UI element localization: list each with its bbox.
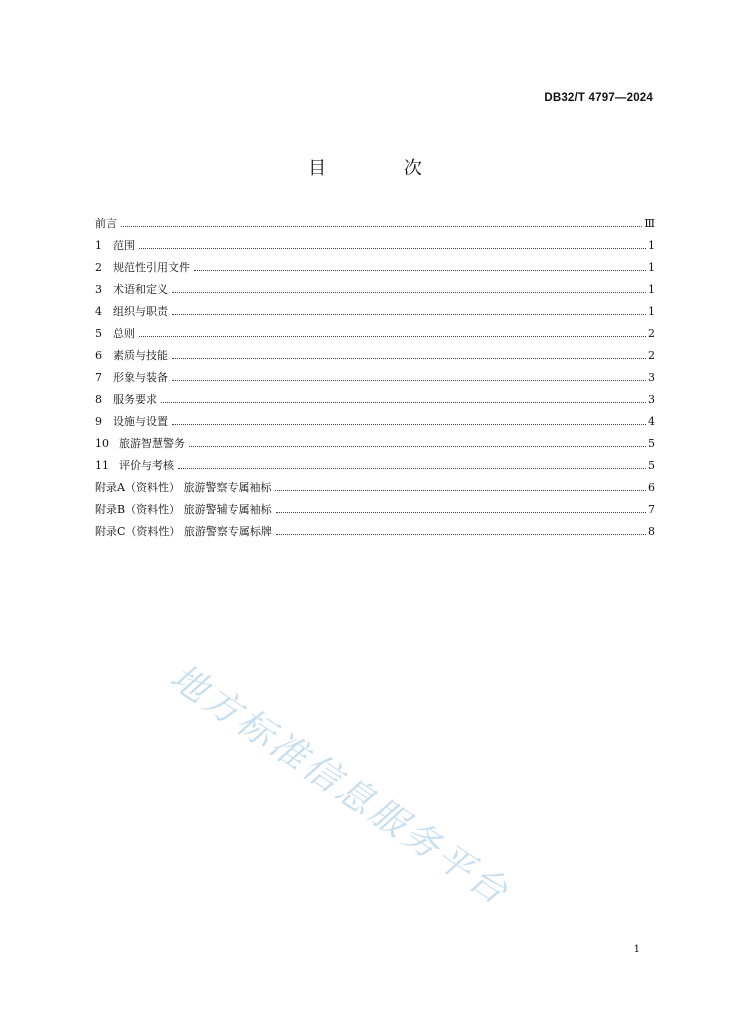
watermark-text: 地方标准信息服务平台	[162, 656, 518, 915]
toc-entry-number: 10	[95, 437, 109, 450]
toc-entry-7[interactable]	[95, 367, 655, 389]
toc-leader-dots	[189, 445, 646, 447]
page-number: 1	[633, 944, 640, 955]
toc-entry-page: 6	[648, 481, 655, 494]
toc-entry-5[interactable]	[95, 323, 655, 345]
toc-entry-page: 1	[648, 239, 655, 252]
toc-entry-page: 3	[648, 371, 655, 384]
toc-entry-title: 附录C（资料性） 旅游警察专属标牌	[95, 525, 272, 538]
toc-entry-page: 5	[648, 437, 655, 450]
toc-entry-title: 规范性引用文件	[113, 261, 190, 274]
toc-leader-dots	[172, 379, 646, 381]
toc-entry-appendix-a[interactable]	[95, 477, 655, 499]
toc-entry-6[interactable]	[95, 345, 655, 367]
toc-entry-title: 服务要求	[113, 393, 157, 406]
toc-entry-11[interactable]	[95, 455, 655, 477]
toc-entry-page: 3	[648, 393, 655, 406]
toc-entry-2[interactable]	[95, 257, 655, 279]
toc-entry-title: 旅游智慧警务	[119, 437, 185, 450]
toc-leader-dots	[276, 533, 646, 535]
toc-entry-appendix-c[interactable]	[95, 521, 655, 543]
toc-entry-title: 总则	[113, 327, 135, 340]
standard-code: DB32/T 4797—2024	[544, 92, 653, 104]
toc-entry-title: 术语和定义	[113, 283, 168, 296]
toc-entry-number: 5	[95, 327, 102, 340]
toc-entry-title: 设施与设置	[113, 415, 168, 428]
toc-entry-9[interactable]	[95, 411, 655, 433]
toc-entry-page: 8	[648, 525, 655, 538]
toc-leader-dots	[172, 313, 646, 315]
toc-leader-dots	[121, 225, 642, 227]
toc-entry-number: 7	[95, 371, 102, 384]
toc-entry-appendix-b[interactable]	[95, 499, 655, 521]
toc-entry-title: 附录A（资料性） 旅游警察专属袖标	[95, 481, 272, 494]
toc-entry-number: 11	[95, 459, 109, 472]
toc-entry-10[interactable]	[95, 433, 655, 455]
toc-title: 目 次	[308, 158, 458, 179]
toc-leader-dots	[178, 467, 646, 469]
toc-entry-3[interactable]	[95, 279, 655, 301]
toc-entry-title: 组织与职责	[113, 305, 168, 318]
toc-entry-page: 4	[648, 415, 655, 428]
toc-entry-title: 前言	[95, 217, 117, 230]
toc-entry-number: 6	[95, 349, 102, 362]
toc-entry-title: 素质与技能	[113, 349, 168, 362]
toc-entry-1[interactable]	[95, 235, 655, 257]
toc-leader-dots	[139, 335, 646, 337]
toc-entry-page: 2	[648, 349, 655, 362]
toc-entry-title: 形象与装备	[113, 371, 168, 384]
toc-entry-number: 9	[95, 415, 102, 428]
toc-entry-number: 4	[95, 305, 102, 318]
toc-entry-number: 3	[95, 283, 102, 296]
toc-leader-dots	[172, 423, 646, 425]
toc-leader-dots	[139, 247, 646, 249]
toc-leader-dots	[161, 401, 646, 403]
toc-entry-title: 评价与考核	[119, 459, 174, 472]
toc-entry-title: 附录B（资料性） 旅游警辅专属袖标	[95, 503, 272, 516]
toc-leader-dots	[194, 269, 646, 271]
toc-leader-dots	[172, 291, 646, 293]
table-of-contents	[95, 213, 655, 543]
toc-entry-page: 1	[648, 305, 655, 318]
toc-entry-page: 7	[648, 503, 655, 516]
toc-entry-page: 1	[648, 283, 655, 296]
toc-entry-page: 1	[648, 261, 655, 274]
toc-entry-4[interactable]	[95, 301, 655, 323]
toc-entry-number: 1	[95, 239, 102, 252]
toc-entry-8[interactable]	[95, 389, 655, 411]
toc-leader-dots	[276, 511, 646, 513]
toc-entry-foreword[interactable]	[95, 213, 655, 235]
toc-entry-number: 8	[95, 393, 102, 406]
toc-leader-dots	[275, 489, 646, 491]
toc-leader-dots	[172, 357, 646, 359]
toc-entry-page: 2	[648, 327, 655, 340]
toc-entry-page: Ⅲ	[644, 217, 655, 230]
toc-entry-number: 2	[95, 261, 102, 274]
toc-entry-page: 5	[648, 459, 655, 472]
toc-entry-title: 范围	[113, 239, 135, 252]
